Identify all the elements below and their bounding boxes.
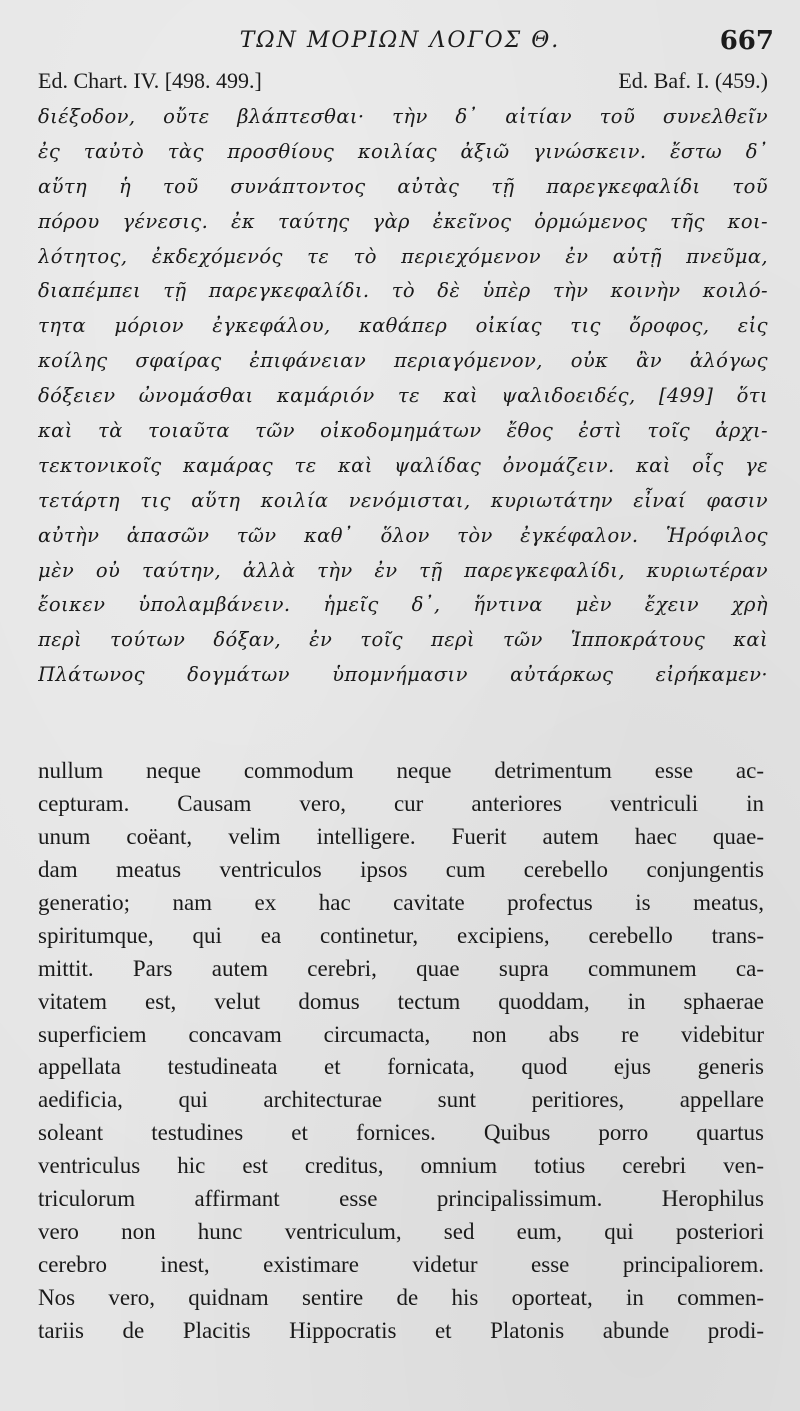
latin-line: appellata testudineata et fornicata, quod ejus generis [38, 1054, 764, 1080]
latin-line: nullum neque commodum neque detrimentum esse ac- [38, 758, 764, 783]
greek-line: διαπέμπει τῇ παρεγκεφαλίδι. τὸ δὲ ὑπὲρ τὴν κοινὴν κοιλό- [38, 279, 768, 303]
greek-line: τεκτονικοῖς καμάρας τε καὶ ψαλίδας ὀνομάζειν. καὶ οἷς γε [38, 453, 768, 477]
edition-chart-reference: Ed. Chart. IV. [498. 499.] [38, 68, 262, 93]
latin-line: cepturam. Causam vero, cur anteriores ventriculi in [38, 790, 764, 816]
latin-text-block [38, 755, 764, 1348]
greek-line: ἐς ταὐτὸ τὰς προσθίους κοιλίας ἀξιῶ γινώσκειν. ἔστω δ᾿ [38, 139, 768, 163]
greek-line: καὶ τὰ τοιαῦτα τῶν οἰκοδομημάτων ἔθος ἐστὶ τοῖς ἀρχι- [38, 419, 768, 443]
greek-line: δόξειεν ὠνομάσθαι καμάριόν τε καὶ ψαλιδοειδές, [499] ὅτι [38, 384, 768, 408]
greek-line: Πλάτωνος δογμάτων ὑπομνήμασιν αὐτάρκως εἰρήκαμεν· [38, 663, 768, 687]
latin-line: superficiem concavam circumacta, non abs re videbitur [38, 1021, 764, 1047]
latin-line: unum coëant, velim intelligere. Fuerit autem haec quae- [38, 823, 764, 849]
greek-line: τετάρτη τις αὕτη κοιλία νενόμισται, κυριωτάτην εἶναί φασιν [38, 488, 768, 512]
latin-line: Nos vero, quidnam sentire de his oporteat, in commen- [38, 1285, 764, 1310]
latin-line: generatio; nam ex hac cavitate profectus is meatus, [38, 889, 764, 915]
greek-line: τητα μόριον ἐγκεφάλου, καθάπερ οἰκίας τις ὄροφος, εἰς [38, 314, 768, 338]
edition-basel-reference: Ed. Baf. I. (459.) [618, 68, 768, 93]
latin-line: vero non hunc ventriculum, sed eum, qui posteriori [38, 1219, 764, 1245]
latin-line: cerebro inest, existimare videtur esse principaliorem. [38, 1252, 764, 1278]
latin-line: soleant testudines et fornices. Quibus porro quartus [38, 1120, 764, 1146]
latin-line: aedificia, qui architecturae sunt peritiores, appellare [38, 1087, 764, 1113]
greek-line: διέξοδον, οὔτε βλάπτεσθαι· τὴν δ᾿ αἰτίαν τοῦ συνελθεῖν [38, 105, 768, 128]
running-title: ΤΩΝ ΜΟΡΙΩΝ ΛΟΓΟΣ Θ. [239, 28, 561, 53]
greek-line: αὐτὴν ἁπασῶν τῶν καθ᾿ ὅλον τὸν ἐγκέφαλον. Ἡρόφιλος [38, 523, 768, 547]
greek-text-block [38, 100, 768, 693]
greek-line: κοίλης σφαίρας ἐπιφάνειαν περιαγόμενον, οὐκ ἂν ἀλόγως [38, 349, 768, 373]
greek-line: αὕτη ἡ τοῦ συνάπτοντος αὐτὰς τῇ παρεγκεφαλίδι τοῦ [38, 174, 768, 198]
latin-line: tariis de Placitis Hippocratis et Platonis abunde prodi- [38, 1317, 764, 1343]
latin-line: triculorum affirmant esse principalissimum. Herophilus [38, 1186, 764, 1212]
latin-line: mittit. Pars autem cerebri, quae supra communem ca- [38, 955, 764, 981]
greek-line: πόρου γένεσις. ἐκ ταύτης γὰρ ἐκεῖνος ὁρμώμενος τῆς κοι- [38, 209, 768, 233]
greek-line: ἔοικεν ὑπολαμβάνειν. ἡμεῖς δ᾿, ἥντινα μὲν ἔχειν χρὴ [38, 593, 768, 617]
greek-line: περὶ τούτων δόξαν, ἐν τοῖς περὶ τῶν Ἱπποκράτους καὶ [38, 628, 768, 652]
latin-line: vitatem est, velut domus tectum quoddam, in sphaerae [38, 988, 764, 1014]
latin-line: spiritumque, qui ea continetur, excipiens, cerebello trans- [38, 922, 764, 948]
page-number: 667 [719, 26, 774, 56]
edition-reference-row [38, 68, 768, 96]
latin-line: ventriculus hic est creditus, omnium totius cerebri ven- [38, 1153, 764, 1179]
latin-line: dam meatus ventriculos ipsos cum cerebello conjungentis [38, 856, 764, 882]
greek-line: μὲν οὐ ταύτην, ἀλλὰ τὴν ἐν τῇ παρεγκεφαλίδι, κυριωτέραν [38, 558, 768, 582]
greek-line: λότητος, ἐκδεχόμενός τε τὸ περιεχόμενον ἐν αὐτῇ πνεῦμα, [38, 244, 768, 268]
